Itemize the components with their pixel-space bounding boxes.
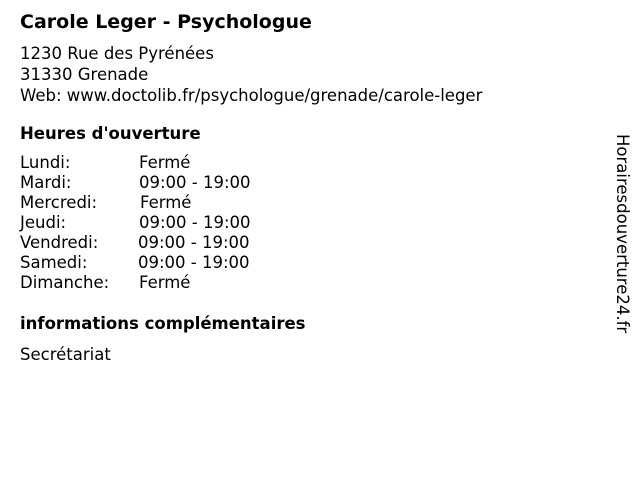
day-label: Mercredi: — [20, 193, 98, 212]
website-line — [20, 85, 482, 106]
address-block — [20, 43, 482, 106]
day-label: Vendredi: — [20, 233, 99, 252]
day-label: Samedi: — [20, 253, 88, 272]
page-title: Carole Leger - Psychologue — [20, 11, 312, 33]
site-watermark: Horairesdouverture24.fr — [613, 134, 632, 334]
postal-city: 31330 Grenade — [20, 65, 149, 84]
opening-hours-heading: Heures d'ouverture — [20, 124, 201, 143]
website-url[interactable]: www.doctolib.fr/psychologue/grenade/carole-leger — [66, 86, 483, 105]
additional-info-heading: informations complémentaires — [20, 314, 306, 333]
day-hours: Fermé — [140, 193, 192, 212]
day-hours: Fermé — [139, 273, 191, 292]
day-hours: 09:00 - 19:00 — [138, 233, 250, 252]
day-label: Mardi: — [20, 173, 72, 192]
day-label: Lundi: — [20, 153, 71, 172]
street-address: 1230 Rue des Pyrénées — [20, 44, 214, 63]
website-label: Web: — [20, 86, 62, 105]
day-hours: 09:00 - 19:00 — [139, 213, 251, 232]
day-hours: 09:00 - 19:00 — [138, 253, 250, 272]
day-hours: 09:00 - 19:00 — [139, 173, 251, 192]
additional-info-text: Secrétariat — [20, 345, 111, 364]
day-label: Dimanche: — [20, 273, 110, 292]
day-hours: Fermé — [139, 153, 191, 172]
day-label: Jeudi: — [20, 213, 67, 232]
